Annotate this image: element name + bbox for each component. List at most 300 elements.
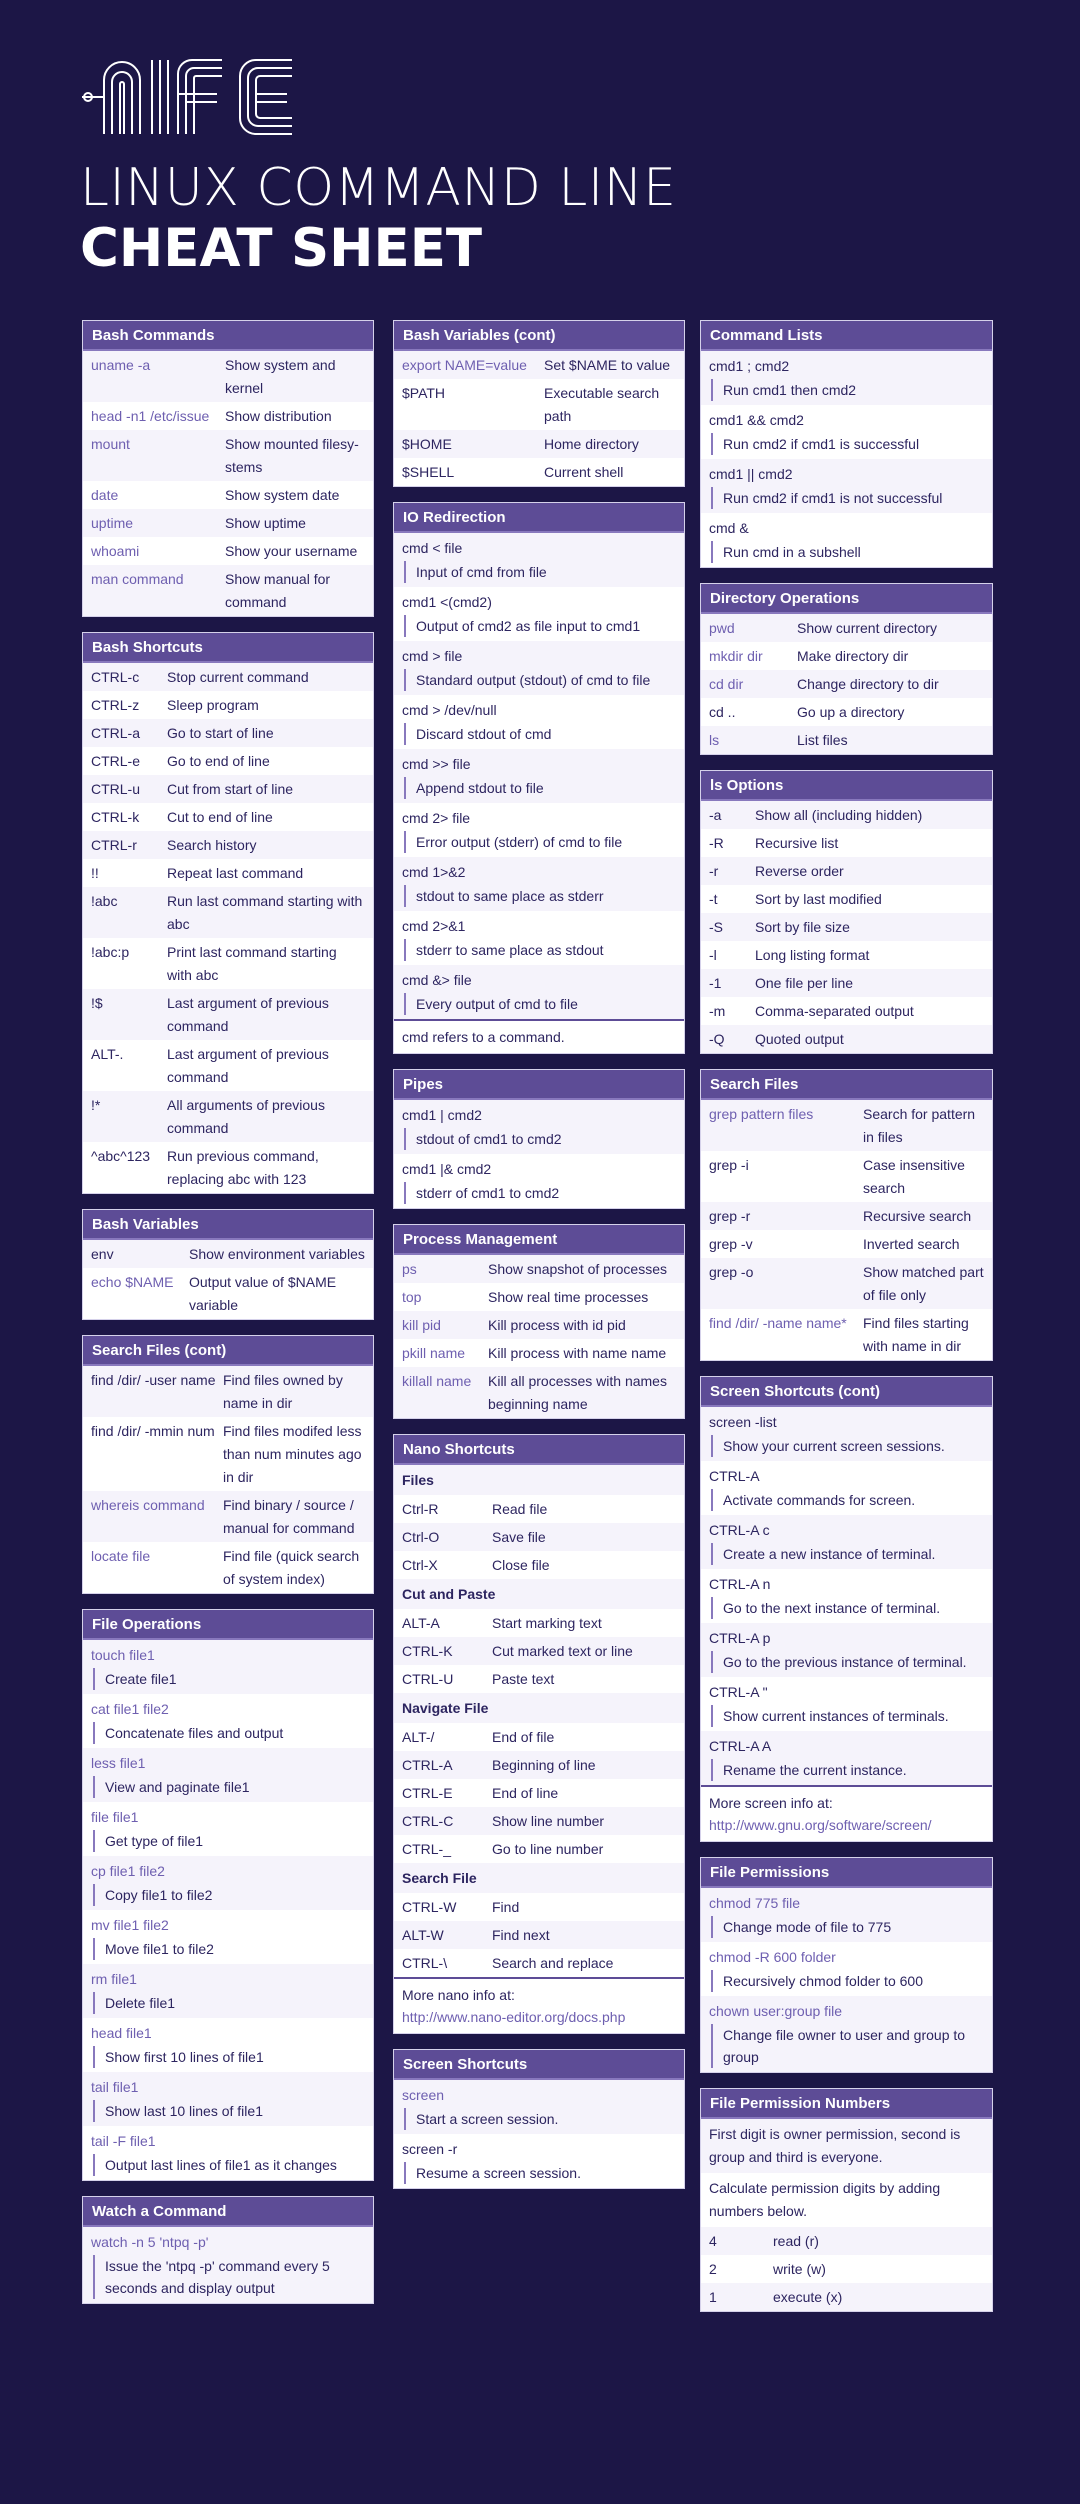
command-row: [83, 938, 373, 989]
command-key: ^abc^123: [91, 1148, 151, 1164]
command-row: [394, 1835, 684, 1863]
command-row: [394, 1609, 684, 1637]
command-key: Ctrl-O: [402, 1529, 440, 1545]
command-key: CTRL-K: [402, 1643, 453, 1659]
command-description: Last argument of previous command: [167, 1046, 329, 1085]
command-description: Go to end of line: [167, 753, 270, 769]
command-description: Run cmd2 if cmd1 is not successful: [711, 487, 984, 509]
command-row: [83, 1091, 373, 1142]
command-key: pwd: [709, 620, 735, 636]
subsection-title: Navigate File: [394, 1693, 684, 1723]
command-key: CTRL-A: [709, 1468, 760, 1484]
command-key: -m: [709, 1003, 726, 1019]
section-note: [701, 1785, 992, 1841]
command-key: grep -v: [709, 1236, 753, 1252]
command-description: Find file (quick search of system index): [223, 1548, 360, 1587]
column-1: [82, 320, 374, 2319]
command-row: [83, 1366, 373, 1417]
command-row: [83, 430, 373, 481]
command-description: Show environment variables: [189, 1246, 365, 1262]
command-key: -l: [709, 947, 717, 963]
command-description: Delete file1: [93, 1992, 365, 2014]
command-description: stderr to same place as stdout: [404, 939, 676, 961]
command-description: Print last command starting with abc: [167, 944, 337, 983]
command-description: Make directory dir: [797, 648, 909, 664]
command-description: Resume a screen session.: [404, 2162, 676, 2184]
command-description: Close file: [492, 1557, 550, 1573]
command-row: [701, 1230, 992, 1258]
command-row: [394, 1551, 684, 1579]
section-screen-shortcuts-cont: [700, 1376, 993, 1842]
command-row: [701, 2227, 992, 2255]
command-description: Show matched part of file only: [863, 1264, 984, 1303]
command-key: screen -r: [402, 2141, 458, 2157]
command-description: Show line number: [492, 1813, 605, 1829]
command-description: Find binary / source / manual for command: [223, 1497, 355, 1536]
command-description: Cut marked text or line: [492, 1643, 633, 1659]
command-key: pkill name: [402, 1345, 466, 1361]
command-description: Sort by file size: [755, 919, 850, 935]
command-key: chown user:group file: [709, 2003, 843, 2019]
column-3: [700, 320, 993, 2327]
command-row: [83, 719, 373, 747]
section-header: Search Files (cont): [83, 1336, 373, 1366]
command-description: List files: [797, 732, 848, 748]
section-bash-shortcuts: [82, 632, 374, 1194]
command-description: Go to start of line: [167, 725, 274, 741]
command-key: CTRL-z: [91, 697, 140, 713]
command-row: [701, 857, 992, 885]
command-description: Cut from start of line: [167, 781, 294, 797]
command-key: watch -n 5 'ntpq -p': [91, 2234, 209, 2250]
command-key: ALT-.: [91, 1046, 124, 1062]
section-file-operations: [82, 1609, 374, 2181]
command-description: Go to the previous instance of terminal.: [711, 1651, 984, 1673]
command-key: cmd1 || cmd2: [709, 466, 793, 482]
command-block: [394, 1154, 684, 1208]
command-row: [83, 747, 373, 775]
command-key: ALT-A: [402, 1615, 440, 1631]
command-row: [83, 509, 373, 537]
command-key: cmd > /dev/null: [402, 702, 497, 718]
command-key: CTRL-A n: [709, 1576, 771, 1592]
command-description: Append stdout to file: [404, 777, 676, 799]
command-row: [83, 1491, 373, 1542]
command-row: [701, 2283, 992, 2311]
command-row: [394, 379, 684, 430]
section-header: Process Management: [394, 1225, 684, 1255]
command-description: Find files owned by name in dir: [223, 1372, 343, 1411]
command-description: Change file owner to user and group to group: [711, 2024, 984, 2068]
section-directory-operations: [700, 583, 993, 755]
command-description: Show mounted filesy-stems: [225, 436, 359, 475]
command-description: Kill process with id pid: [488, 1317, 626, 1333]
command-block: [83, 1910, 373, 1964]
command-description: Show snapshot of processes: [488, 1261, 667, 1277]
command-description: All arguments of previous command: [167, 1097, 325, 1136]
command-key: top: [402, 1289, 422, 1305]
command-key: -a: [709, 807, 722, 823]
command-row: [394, 351, 684, 379]
command-description: Show current directory: [797, 620, 938, 636]
note-link[interactable]: http://www.gnu.org/software/screen/: [709, 1817, 932, 1833]
command-description: Get type of file1: [93, 1830, 365, 1852]
command-row: [83, 803, 373, 831]
command-key: whereis command: [91, 1497, 205, 1513]
command-key: CTRL-U: [402, 1671, 454, 1687]
command-key: chmod -R 600 folder: [709, 1949, 836, 1965]
command-block: [394, 587, 684, 641]
command-key: CTRL-C: [402, 1813, 454, 1829]
command-row: [701, 1100, 992, 1151]
command-block: [394, 2080, 684, 2134]
section-screen-shortcuts: [393, 2049, 685, 2189]
command-key: 4: [709, 2233, 717, 2249]
command-row: [394, 1637, 684, 1665]
command-block: [701, 1996, 992, 2072]
subsection-title: Cut and Paste: [394, 1579, 684, 1609]
command-block: [83, 1802, 373, 1856]
command-key: $SHELL: [402, 464, 455, 480]
command-key: CTRL-A A: [709, 1738, 772, 1754]
command-description: read (r): [773, 2233, 819, 2249]
command-row: [394, 1723, 684, 1751]
section-header: Command Lists: [701, 321, 992, 351]
command-block: [701, 1942, 992, 1996]
command-description: Go to the next instance of terminal.: [711, 1597, 984, 1619]
command-description: write (w): [773, 2261, 826, 2277]
command-block: [701, 459, 992, 513]
command-key: cmd < file: [402, 540, 463, 556]
command-key: date: [91, 487, 119, 503]
command-description: Standard output (stdout) of cmd to file: [404, 669, 676, 691]
section-note: [394, 1019, 684, 1053]
section-note: [394, 1977, 684, 2033]
command-key: grep pattern files: [709, 1106, 814, 1122]
command-block: [394, 533, 684, 587]
command-key: grep -o: [709, 1264, 754, 1280]
section-bash-commands: [82, 320, 374, 617]
command-key: screen -list: [709, 1414, 777, 1430]
command-key: uname -a: [91, 357, 151, 373]
command-description: Sleep program: [167, 697, 259, 713]
command-key: !*: [91, 1097, 101, 1113]
command-description: Discard stdout of cmd: [404, 723, 676, 745]
command-description: Reverse order: [755, 863, 844, 879]
command-description: Show current instances of terminals.: [711, 1705, 984, 1727]
section-file-permission-numbers: [700, 2088, 993, 2312]
command-row: [701, 670, 992, 698]
command-row: [83, 537, 373, 565]
command-block: [394, 2134, 684, 2188]
command-block: [701, 1407, 992, 1461]
command-key: CTRL-W: [402, 1899, 457, 1915]
command-key: 2: [709, 2261, 717, 2277]
command-key: locate file: [91, 1548, 151, 1564]
command-description: Repeat last command: [167, 865, 304, 881]
command-row: [701, 614, 992, 642]
command-description: Find files starting with name in dir: [863, 1315, 969, 1354]
command-description: Run previous command, replacing abc with 123: [167, 1148, 319, 1187]
command-key: mv file1 file2: [91, 1917, 169, 1933]
command-key: cmd >> file: [402, 756, 471, 772]
command-block: [701, 405, 992, 459]
command-description: Go up a directory: [797, 704, 905, 720]
command-key: CTRL-a: [91, 725, 141, 741]
command-row: [394, 1367, 684, 1418]
section-watch-a-command: [82, 2196, 374, 2304]
section-header: IO Redirection: [394, 503, 684, 533]
title-line-2: CHEAT SHEET: [80, 218, 483, 279]
command-key: !$: [91, 995, 103, 1011]
command-block: [394, 749, 684, 803]
command-description: Recursive search: [863, 1208, 972, 1224]
section-header: Directory Operations: [701, 584, 992, 614]
section-header: Bash Commands: [83, 321, 373, 351]
command-row: [701, 726, 992, 754]
command-row: [83, 402, 373, 430]
command-key: cat file1 file2: [91, 1701, 169, 1717]
command-row: [394, 1921, 684, 1949]
command-description: Create file1: [93, 1668, 365, 1690]
command-description: Inverted search: [863, 1236, 960, 1252]
command-description: Every output of cmd to file: [404, 993, 676, 1015]
command-key: CTRL-k: [91, 809, 140, 825]
command-row: [394, 1779, 684, 1807]
command-description: Run cmd2 if cmd1 is successful: [711, 433, 984, 455]
command-key: tail -F file1: [91, 2133, 156, 2149]
command-description: Output last lines of file1 as it changes: [93, 2154, 365, 2176]
command-row: [701, 829, 992, 857]
command-row: [83, 831, 373, 859]
command-key: -S: [709, 919, 723, 935]
command-block: [394, 695, 684, 749]
subsection-title: Search File: [394, 1863, 684, 1893]
command-block: [83, 2072, 373, 2126]
command-key: CTRL-\: [402, 1955, 448, 1971]
command-description: Activate commands for screen.: [711, 1489, 984, 1511]
command-description: Long listing format: [755, 947, 870, 963]
section-search-files-cont: [82, 1335, 374, 1594]
command-key: cmd1 | cmd2: [402, 1107, 482, 1123]
command-description: One file per line: [755, 975, 854, 991]
command-description: Search and replace: [492, 1955, 614, 1971]
command-row: [701, 941, 992, 969]
command-description: Issue the 'ntpq -p' command every 5 seconds and display output: [93, 2255, 365, 2299]
command-block: [83, 1964, 373, 2018]
command-description: Kill process with name name: [488, 1345, 667, 1361]
command-description: Start marking text: [492, 1615, 602, 1631]
command-key: tail file1: [91, 2079, 139, 2095]
command-block: [83, 1694, 373, 1748]
command-description: Cut to end of line: [167, 809, 273, 825]
command-row: [83, 1040, 373, 1091]
command-description: Run cmd in a subshell: [711, 541, 984, 563]
command-description: Save file: [492, 1529, 546, 1545]
command-key: cd dir: [709, 676, 744, 692]
command-row: [701, 997, 992, 1025]
command-row: [83, 1542, 373, 1593]
command-key: cmd1 |& cmd2: [402, 1161, 492, 1177]
command-key: cmd &: [709, 520, 749, 536]
command-key: CTRL-_: [402, 1841, 452, 1857]
command-row: [394, 1949, 684, 1977]
command-description: Paste text: [492, 1671, 555, 1687]
command-description: Show your username: [225, 543, 358, 559]
command-row: [83, 887, 373, 938]
command-key: CTRL-A p: [709, 1630, 771, 1646]
command-block: [701, 1731, 992, 1785]
section-header: File Operations: [83, 1610, 373, 1640]
command-key: grep -r: [709, 1208, 751, 1224]
command-key: screen: [402, 2087, 445, 2103]
command-row: [394, 1339, 684, 1367]
command-row: [701, 801, 992, 829]
command-key: uptime: [91, 515, 134, 531]
command-description: End of line: [492, 1785, 559, 1801]
command-key: 1: [709, 2289, 717, 2305]
note-link[interactable]: http://www.nano-editor.org/docs.php: [402, 2009, 626, 2025]
command-row: [394, 458, 684, 486]
command-key: CTRL-e: [91, 753, 141, 769]
command-description: Quoted output: [755, 1031, 844, 1047]
command-row: [83, 691, 373, 719]
command-description: Show uptime: [225, 515, 306, 531]
command-key: $HOME: [402, 436, 452, 452]
command-description: Current shell: [544, 464, 624, 480]
command-key: rm file1: [91, 1971, 137, 1987]
command-key: cmd 2>&1: [402, 918, 466, 934]
command-key: env: [91, 1246, 114, 1262]
title-line-1: LINUX COMMAND LINE: [80, 158, 677, 218]
command-block: [701, 1569, 992, 1623]
command-row: [394, 1495, 684, 1523]
section-io-redirection: [393, 502, 685, 1054]
section-header: Bash Variables: [83, 1210, 373, 1240]
command-description: Find files modifed less than num minutes ago in dir: [223, 1423, 362, 1485]
command-row: [701, 913, 992, 941]
command-row: [701, 1151, 992, 1202]
command-description: stdout of cmd1 to cmd2: [404, 1128, 676, 1150]
section-pipes: [393, 1069, 685, 1209]
section-header: File Permission Numbers: [701, 2089, 992, 2119]
section-header: Watch a Command: [83, 2197, 373, 2227]
command-row: [394, 1523, 684, 1551]
command-row: [83, 481, 373, 509]
section-header: Bash Variables (cont): [394, 321, 684, 351]
command-key: cmd1 <(cmd2): [402, 594, 492, 610]
command-key: export NAME=value: [402, 357, 527, 373]
command-block: [394, 857, 684, 911]
subsection-title: Files: [394, 1465, 684, 1495]
command-description: Search history: [167, 837, 257, 853]
command-description: Rename the current instance.: [711, 1759, 984, 1781]
command-row: [701, 642, 992, 670]
command-key: !!: [91, 865, 99, 881]
command-key: chmod 775 file: [709, 1895, 801, 1911]
note-text: More nano info at:: [402, 1987, 515, 2003]
command-block: [83, 1748, 373, 1802]
section-nano-shortcuts: [393, 1434, 685, 2034]
command-key: -r: [709, 863, 719, 879]
command-description: Error output (stderr) of cmd to file: [404, 831, 676, 853]
section-ls-options: [700, 770, 993, 1054]
command-row: [701, 1309, 992, 1360]
command-key: CTRL-A ": [709, 1684, 768, 1700]
command-key: mkdir dir: [709, 648, 763, 664]
command-description: Output value of $NAME variable: [189, 1274, 337, 1313]
command-key: cmd > file: [402, 648, 463, 664]
section-header: Screen Shortcuts: [394, 2050, 684, 2080]
command-block: [83, 1856, 373, 1910]
nife-logo: [82, 54, 302, 140]
command-key: find /dir/ -mmin num: [91, 1423, 215, 1439]
command-key: CTRL-A: [402, 1757, 453, 1773]
command-description: Kill all processes with names beginning name: [488, 1373, 667, 1412]
command-block: [701, 1623, 992, 1677]
command-description: Go to line number: [492, 1841, 604, 1857]
command-description: Show all (including hidden): [755, 807, 923, 823]
section-process-management: [393, 1224, 685, 1419]
command-key: Ctrl-X: [402, 1557, 438, 1573]
command-description: Input of cmd from file: [404, 561, 676, 583]
command-description: Comma-separated output: [755, 1003, 914, 1019]
command-description: Show last 10 lines of file1: [93, 2100, 365, 2122]
command-row: [701, 1258, 992, 1309]
command-key: ALT-/: [402, 1729, 435, 1745]
command-description: Show distribution: [225, 408, 332, 424]
command-block: [83, 1640, 373, 1694]
command-row: [701, 1025, 992, 1053]
command-block: [394, 1100, 684, 1154]
command-key: cd ..: [709, 704, 736, 720]
command-description: Executable search path: [544, 385, 660, 424]
command-row: [83, 1417, 373, 1491]
command-row: [394, 1751, 684, 1779]
command-key: less file1: [91, 1755, 146, 1771]
command-row: [394, 1665, 684, 1693]
command-key: cmd1 && cmd2: [709, 412, 804, 428]
command-row: [83, 663, 373, 691]
command-description: Show manual for command: [225, 571, 331, 610]
section-bash-variables: [82, 1209, 374, 1320]
command-key: CTRL-A c: [709, 1522, 770, 1538]
command-row: [83, 565, 373, 616]
command-description: Recursive list: [755, 835, 839, 851]
command-key: head file1: [91, 2025, 152, 2041]
section-header: ls Options: [701, 771, 992, 801]
command-key: find /dir/ -name name*: [709, 1315, 847, 1331]
section-search-files: [700, 1069, 993, 1361]
command-description: Case insensitive search: [863, 1157, 965, 1196]
command-key: cmd &> file: [402, 972, 472, 988]
command-description: Run cmd1 then cmd2: [711, 379, 984, 401]
command-description: View and paginate file1: [93, 1776, 365, 1798]
section-file-permissions: [700, 1857, 993, 2073]
command-key: -t: [709, 891, 718, 907]
command-row: [701, 969, 992, 997]
command-description: Read file: [492, 1501, 548, 1517]
command-row: [83, 351, 373, 402]
command-description: Beginning of line: [492, 1757, 596, 1773]
info-paragraph: Calculate permission digits by adding numbers below.: [709, 2180, 941, 2219]
command-block: [83, 2227, 373, 2303]
command-description: Show real time processes: [488, 1289, 649, 1305]
command-block: [394, 641, 684, 695]
command-description: Find next: [492, 1927, 550, 1943]
command-description: stderr of cmd1 to cmd2: [404, 1182, 676, 1204]
command-key: cmd 1>&2: [402, 864, 466, 880]
